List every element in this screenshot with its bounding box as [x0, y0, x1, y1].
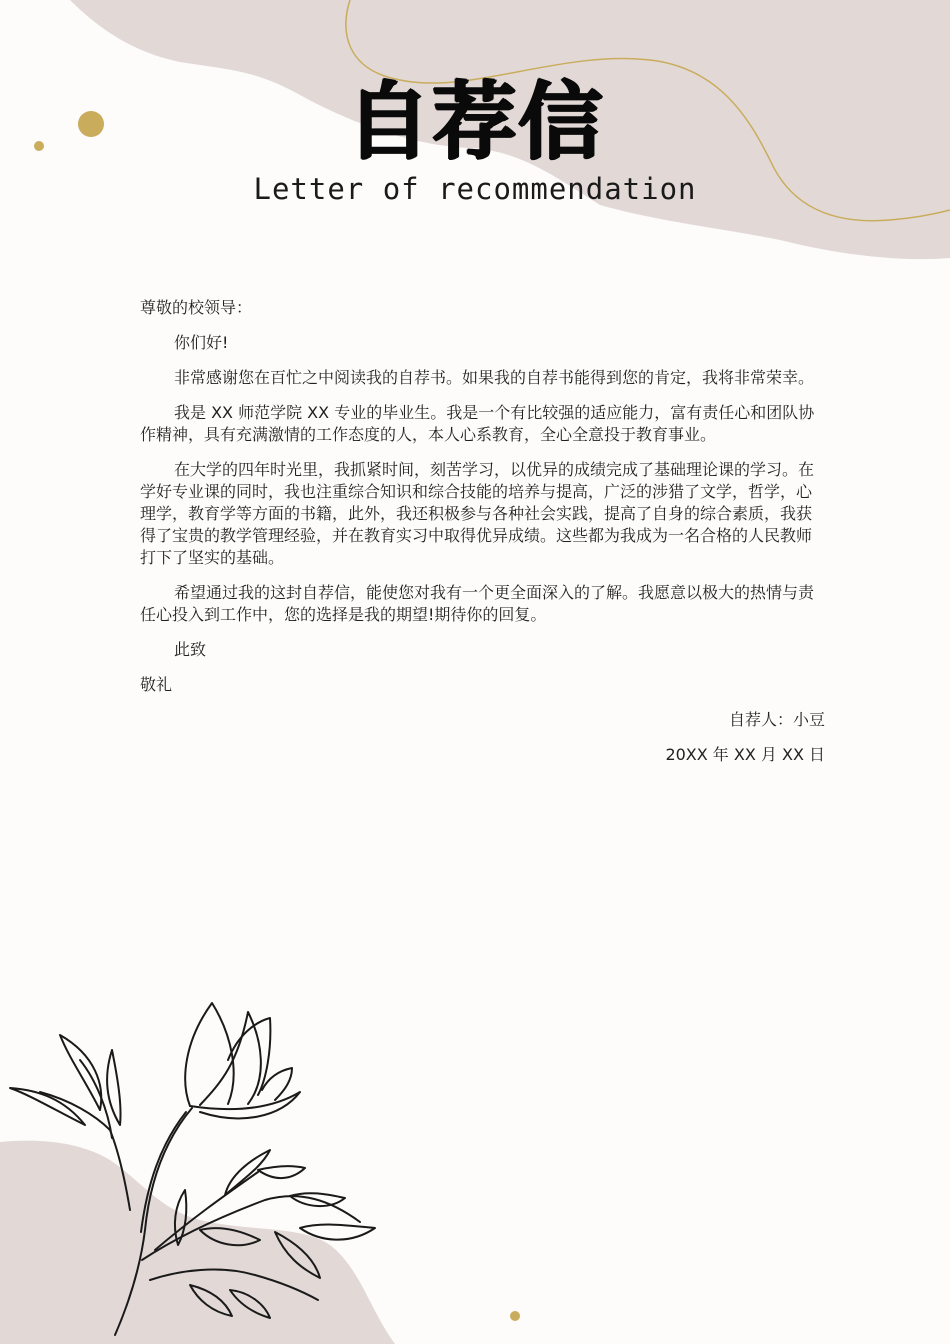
salutation: 尊敬的校领导： — [140, 298, 253, 317]
date: 20XX 年 XX 月 XX 日 — [665, 745, 825, 764]
paragraph: 希望通过我的这封自荐信，能使您对我有一个更全面深入的了解。我愿意以极大的热情与责任心投入到工作中，您的选择是我的期望!期待你的回复。 — [140, 583, 815, 624]
letter-body — [140, 297, 825, 779]
greeting: 你们好! — [174, 333, 229, 352]
bottom-blob — [0, 1141, 395, 1344]
page-title: 自荐信 — [345, 73, 604, 171]
paragraph: 非常感谢您在百忙之中阅读我的自荐书。如果我的自荐书能得到您的肯定，我将非常荣幸。 — [174, 368, 815, 387]
paragraph: 我是 XX 师范学院 XX 专业的毕业生。我是一个有比较强的适应能力，富有责任心和团队协作精神，具有充满激情的工作态度的人，本人心系教育，全心全意投于教育事业。 — [140, 403, 815, 444]
page-subtitle: Letter of recommendation — [253, 172, 697, 206]
paragraph: 在大学的四年时光里，我抓紧时间，刻苦学习，以优异的成绩完成了基础理论课的学习。在学好专业课的同时，我也注重综合知识和综合技能的培养与提高，广泛的涉猎了文学，哲学，心理学，教育学等方面的书籍，此外，我还积极参与各种社会实践，提高了自身的综合素质，我获得了宝贵的教学管理经验，并在教育实习中取得优异成绩。这些都为我成为一名合格的人民教师打下了坚实的基础。 — [140, 460, 815, 567]
gold-dot-icon — [510, 1311, 520, 1321]
signature: 自荐人：小豆 — [728, 710, 825, 729]
closing-phrase: 此致 — [174, 640, 207, 659]
closing-salute: 敬礼 — [140, 675, 173, 694]
